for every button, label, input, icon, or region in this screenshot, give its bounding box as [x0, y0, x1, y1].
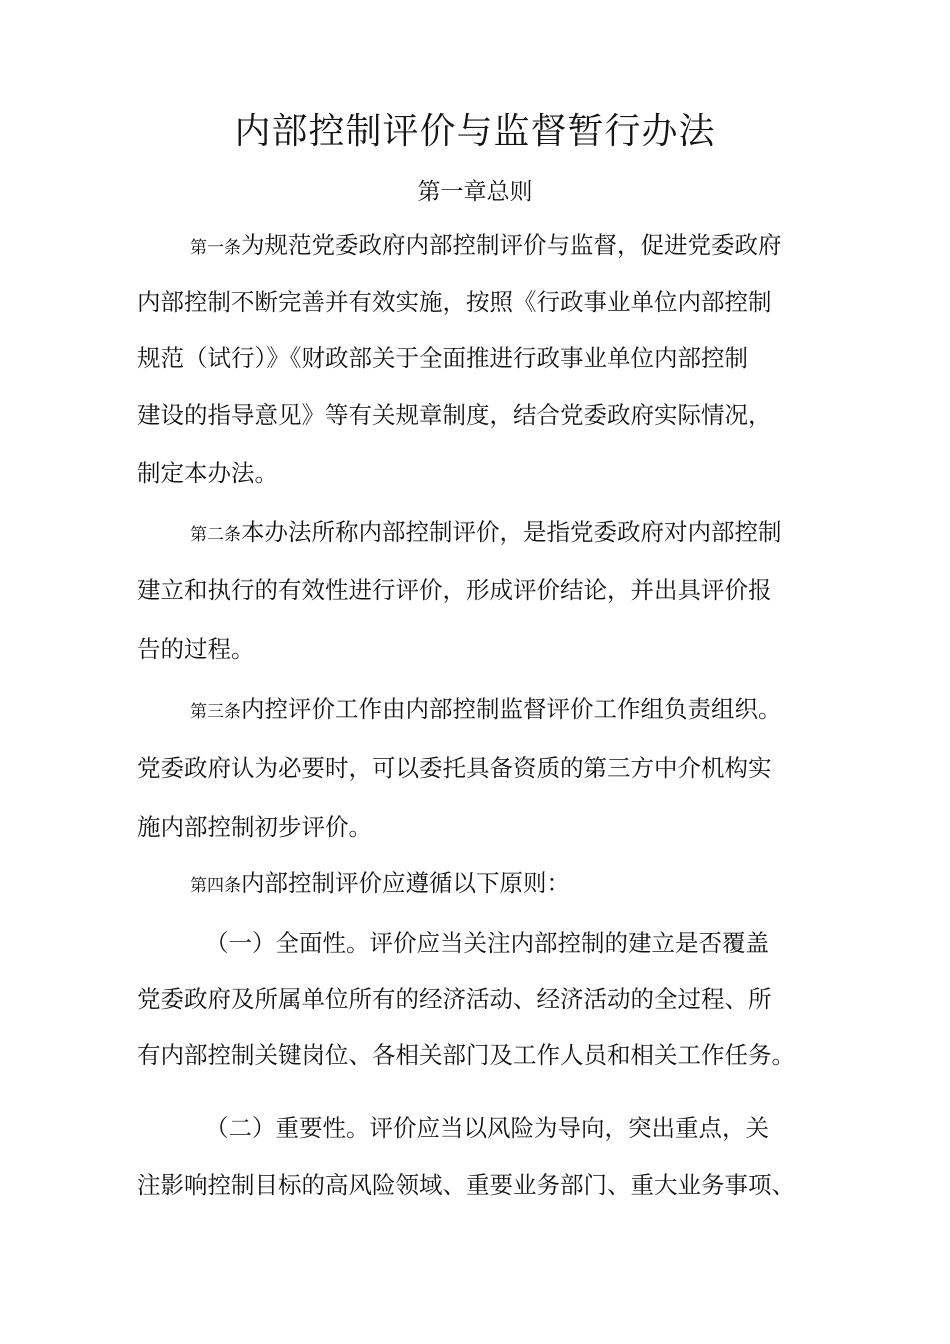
article-1-line-1: 第一条为规范党委政府内部控制评价与监督，促进党委政府 — [190, 231, 782, 259]
article-4-label: 第四条 — [190, 876, 241, 896]
article-3-line-3: 施内部控制初步评价。 — [137, 813, 372, 841]
article-3-line-2: 党委政府认为必要时，可以委托具备资质的第三方中介机构实 — [137, 754, 772, 782]
article-2-line-3: 告的过程。 — [137, 635, 255, 663]
article-2-label: 第二条 — [190, 525, 241, 545]
chapter-heading: 第一章总则 — [417, 179, 533, 205]
principle-2-line-2: 注影响控制目标的高风险领域、重要业务部门、重大业务事项、 — [137, 1171, 795, 1199]
article-1-line-2: 内部控制不断完善并有效实施，按照《行政事业单位内部控制 — [137, 288, 772, 316]
article-2-line-2: 建立和执行的有效性进行评价，形成评价结论，并出具评价报 — [137, 576, 772, 604]
principle-1-line-1: （一）全面性。评价应当关注内部控制的建立是否覆盖 — [205, 929, 769, 957]
article-4-line-1: 第四条内部控制评价应遵循以下原则： — [190, 869, 570, 897]
article-1-line-5: 制定本办法。 — [137, 459, 278, 487]
principle-2-line-1: （二）重要性。评价应当以风险为导向，突出重点，关 — [205, 1114, 769, 1142]
document-title: 内部控制评价与监督暂行办法 — [234, 111, 716, 152]
article-1-line-4: 建设的指导意见》等有关规章制度，结合党委政府实际情况， — [137, 401, 772, 429]
article-1-label: 第一条 — [190, 238, 241, 258]
article-3-line-1: 第三条内控评价工作由内部控制监督评价工作组负责组织。 — [190, 695, 782, 723]
article-3-label: 第三条 — [190, 702, 241, 722]
article-1-line-3: 规范（试行）》《财政部关于全面推进行政事业单位内部控制 — [137, 344, 748, 372]
article-2-line-1: 第二条本办法所称内部控制评价，是指党委政府对内部控制 — [190, 518, 782, 546]
principle-1-line-3: 有内部控制关键岗位、各相关部门及工作人员和相关工作任务。 — [137, 1041, 795, 1069]
principle-1-line-2: 党委政府及所属单位所有的经济活动、经济活动的全过程、所 — [137, 985, 772, 1013]
